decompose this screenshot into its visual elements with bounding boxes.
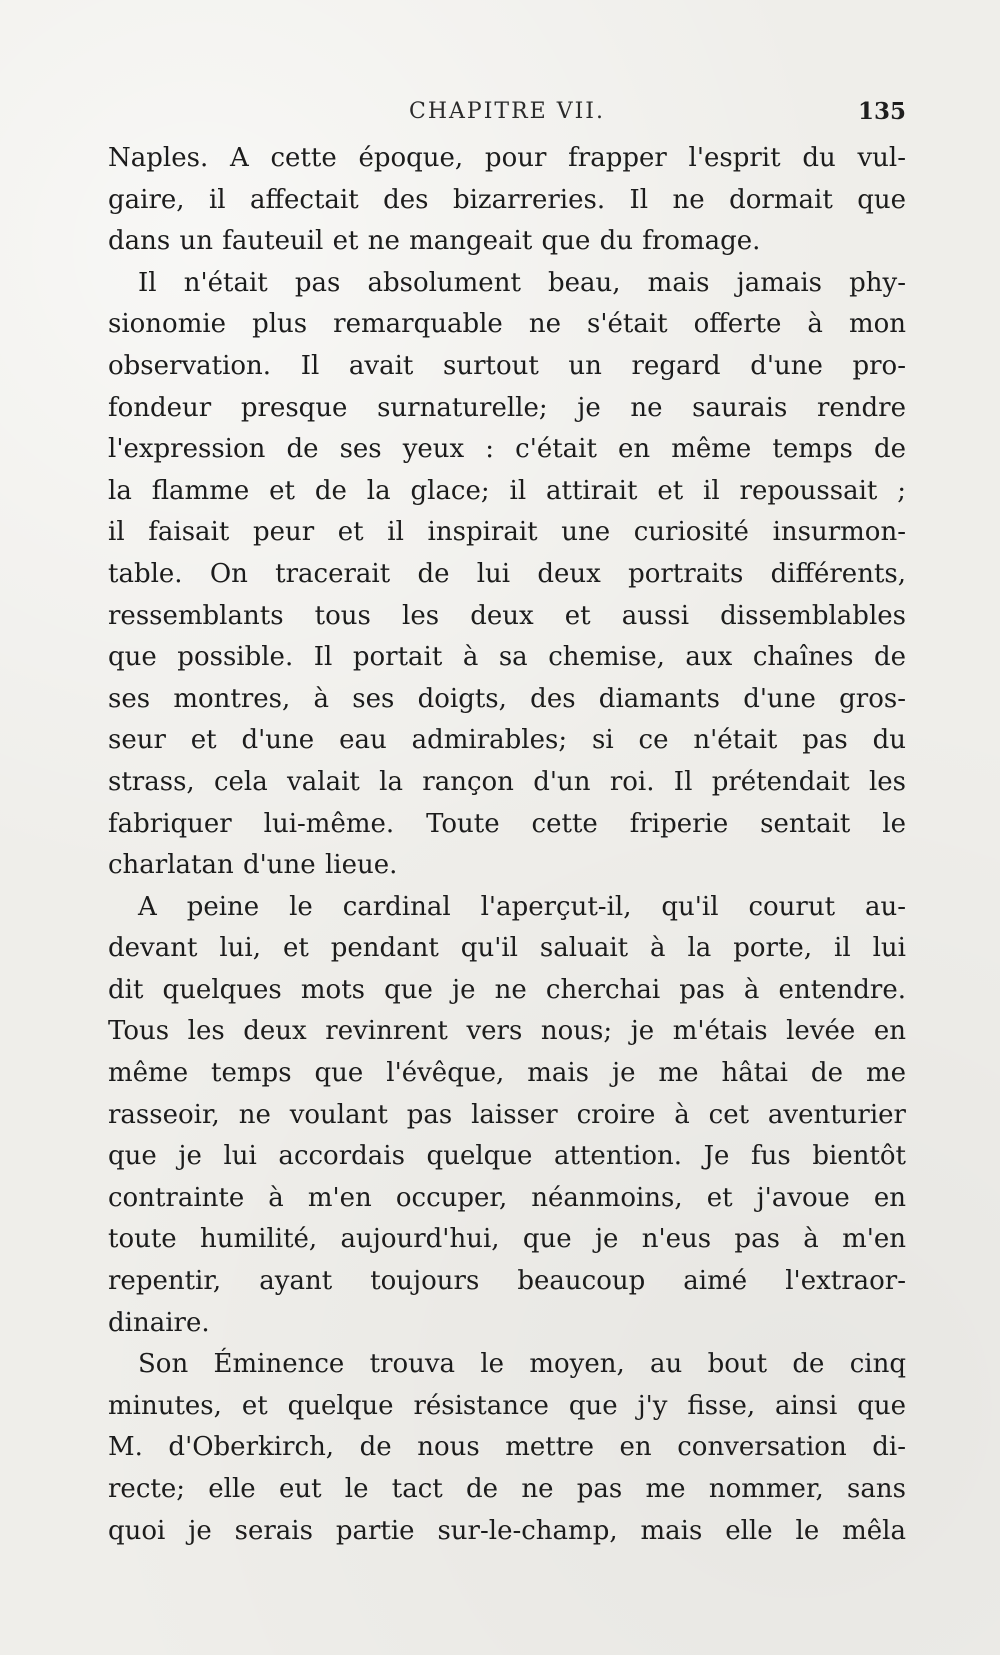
text-line: observation. Il avait surtout un regard d'une pro- bbox=[108, 350, 906, 381]
body-text bbox=[108, 138, 906, 1552]
text-line: recte; elle eut le tact de ne pas me nommer, sans bbox=[108, 1474, 906, 1504]
text-line: M. d'Oberkirch, de nous mettre en conversation di- bbox=[108, 1432, 906, 1463]
text-line: devant lui, et pendant qu'il saluait à la porte, il lui bbox=[108, 933, 906, 964]
text-line: quoi je serais partie sur-le-champ, mais elle le mêla bbox=[108, 1515, 906, 1546]
text-line: que possible. Il portait à sa chemise, aux chaînes de bbox=[108, 642, 906, 673]
text-line: que je lui accordais quelque attention. Je fus bientôt bbox=[108, 1141, 906, 1172]
text-line: charlatan d'une lieue. bbox=[108, 850, 398, 881]
chapter-title: CHAPITRE VII. bbox=[409, 99, 605, 124]
text-line: fondeur presque surnaturelle; je ne saurais rendre bbox=[108, 392, 906, 423]
text-line: gaire, il affectait des bizarreries. Il ne dormait que bbox=[108, 184, 906, 215]
text-line: fabriquer lui-même. Toute cette friperie sentait le bbox=[108, 808, 906, 839]
page-number: 135 bbox=[857, 98, 906, 125]
text-line: ressemblants tous les deux et aussi dissemblables bbox=[108, 600, 906, 631]
text-line: table. On tracerait de lui deux portraits différents, bbox=[108, 558, 906, 589]
text-line: il faisait peur et il inspirait une curiosité insurmon- bbox=[108, 517, 906, 548]
text-line: dinaire. bbox=[108, 1307, 210, 1338]
text-line: strass, cela valait la rançon d'un roi. Il prétendait les bbox=[108, 766, 906, 797]
text-line: minutes, et quelque résistance que j'y fisse, ainsi que bbox=[108, 1390, 906, 1421]
running-header bbox=[108, 95, 906, 129]
text-line: Tous les deux revinrent vers nous; je m'étais levée en bbox=[108, 1016, 906, 1047]
text-line: la flamme et de la glace; il attirait et il repoussait ; bbox=[108, 475, 906, 506]
text-line: contrainte à m'en occuper, néanmoins, et j'avoue en bbox=[108, 1182, 906, 1213]
text-line: repentir, ayant toujours beaucoup aimé l'extraor- bbox=[108, 1266, 906, 1297]
text-line: même temps que l'évêque, mais je me hâtai de me bbox=[108, 1058, 906, 1089]
text-line: A peine le cardinal l'aperçut-il, qu'il courut au- bbox=[138, 891, 906, 922]
text-line: sionomie plus remarquable ne s'était offerte à mon bbox=[108, 309, 906, 340]
text-line: ses montres, à ses doigts, des diamants d'une gros- bbox=[108, 683, 906, 714]
text-line: seur et d'une eau admirables; si ce n'était pas du bbox=[108, 725, 906, 756]
text-line: Son Éminence trouva le moyen, au bout de cinq bbox=[138, 1349, 906, 1380]
text-line: Naples. A cette époque, pour frapper l'esprit du vul- bbox=[108, 143, 906, 173]
text-line: toute humilité, aujourd'hui, que je n'eus pas à m'en bbox=[108, 1224, 906, 1255]
text-line: l'expression de ses yeux : c'était en même temps de bbox=[108, 434, 906, 465]
text-line: dans un fauteuil et ne mangeait que du fromage. bbox=[108, 226, 761, 257]
text-line: rasseoir, ne voulant pas laisser croire à cet aventurier bbox=[108, 1099, 906, 1130]
text-line: Il n'était pas absolument beau, mais jamais phy- bbox=[138, 267, 906, 298]
text-line: dit quelques mots que je ne cherchai pas à entendre. bbox=[108, 974, 906, 1005]
